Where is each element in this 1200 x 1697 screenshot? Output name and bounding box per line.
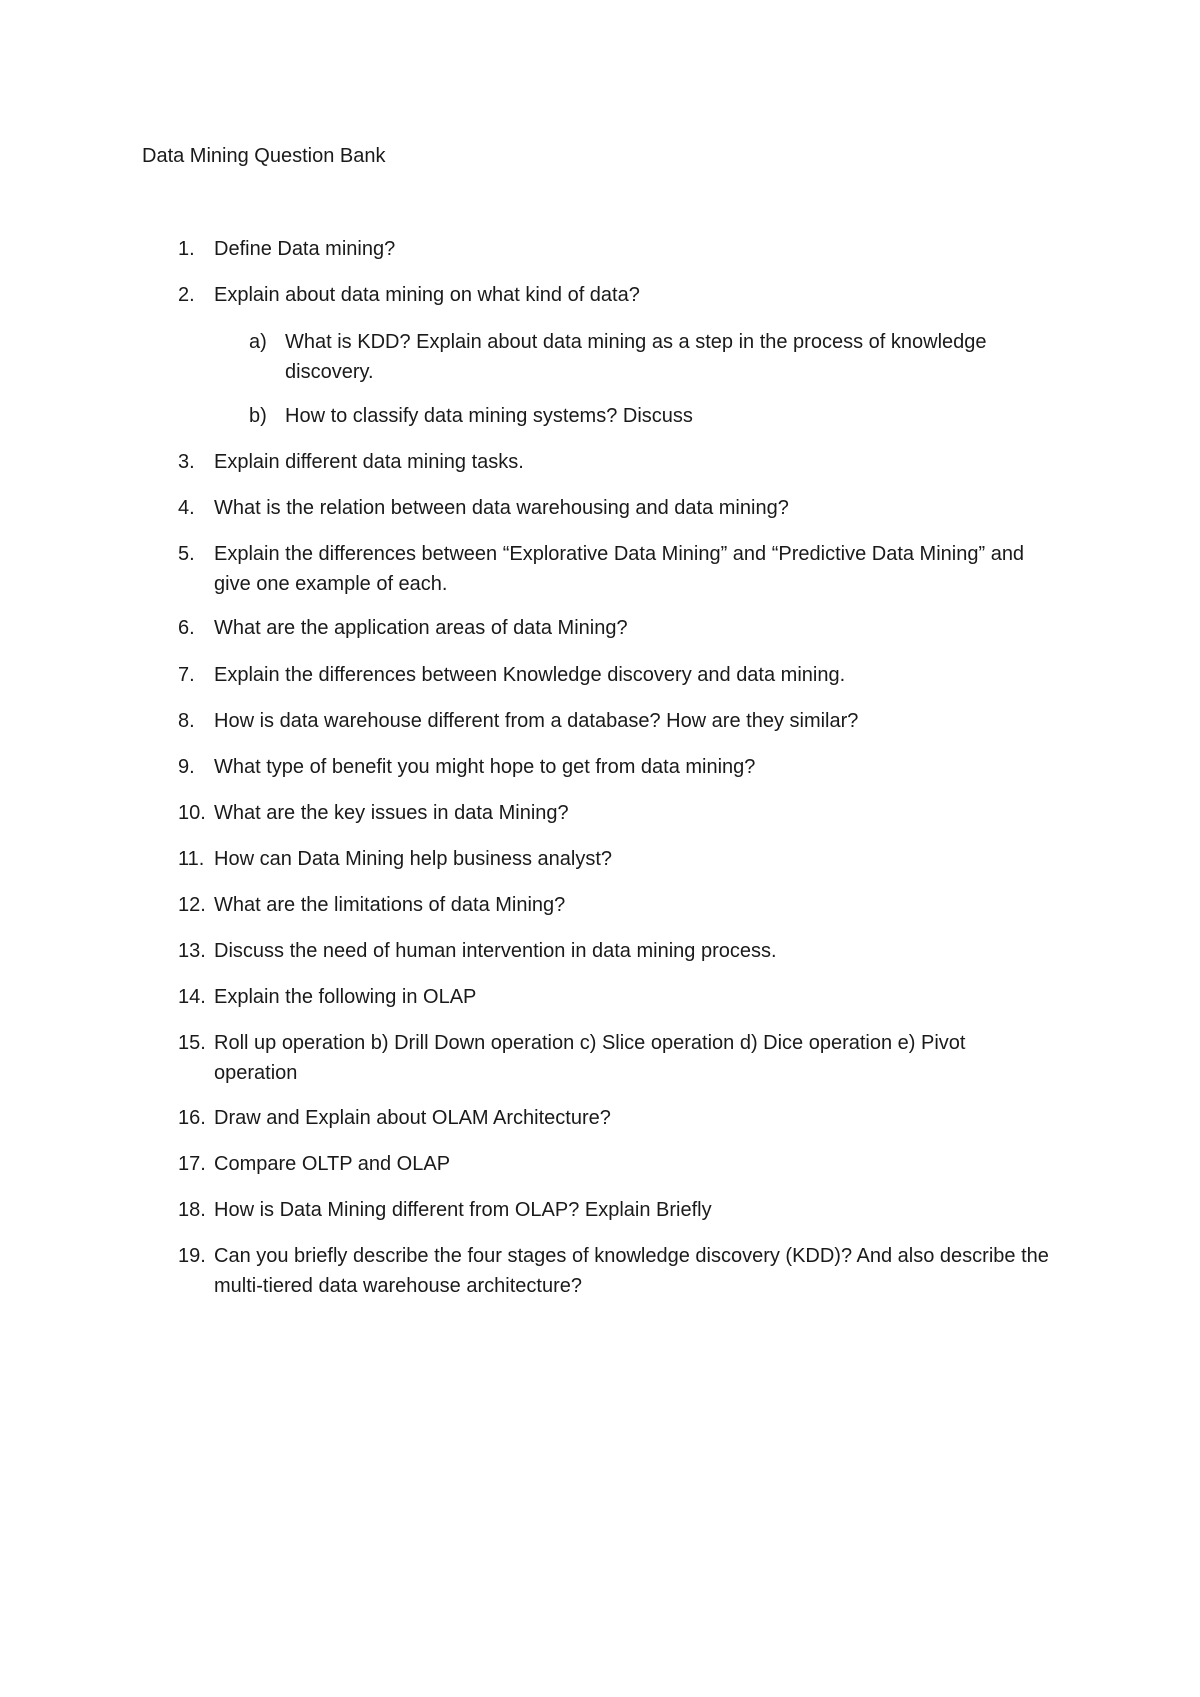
question-number: 11. xyxy=(178,848,205,870)
question-text: Explain the differences between Knowledge discovery and data mining. xyxy=(214,664,846,686)
question-number: 9. xyxy=(178,756,195,778)
question-text: Explain different data mining tasks. xyxy=(214,451,524,473)
question-number: 4. xyxy=(178,497,195,519)
question-text: Compare OLTP and OLAP xyxy=(214,1153,451,1175)
question-number: 17. xyxy=(178,1153,206,1175)
question-number: 1. xyxy=(178,238,195,260)
question-text: What are the application areas of data Mining? xyxy=(214,617,628,639)
question-text: What type of benefit you might hope to get from data mining? xyxy=(214,756,756,778)
question-text: What are the limitations of data Mining? xyxy=(214,894,566,916)
question-number: 15. xyxy=(178,1032,206,1054)
question-text: Draw and Explain about OLAM Architecture? xyxy=(214,1107,611,1129)
question-number: 10. xyxy=(178,802,206,824)
question-number: 19. xyxy=(178,1245,206,1267)
subquestion-text: What is KDD? Explain about data mining as a step in the process of knowledge discovery. xyxy=(285,331,987,383)
question-number: 5. xyxy=(178,543,195,565)
question-number: 3. xyxy=(178,451,195,473)
question-text: How can Data Mining help business analyst? xyxy=(214,848,612,870)
question-number: 13. xyxy=(178,940,206,962)
question-text: Can you briefly describe the four stages of knowledge discovery (KDD)? And also describe the multi-tiered data warehouse architecture? xyxy=(214,1245,1049,1297)
question-number: 12. xyxy=(178,894,206,916)
question-number: 8. xyxy=(178,710,195,732)
question-text: How is Data Mining different from OLAP? Explain Briefly xyxy=(214,1199,712,1221)
question-text: Explain about data mining on what kind of data? xyxy=(214,284,640,306)
question-number: 7. xyxy=(178,664,195,686)
question-text: Define Data mining? xyxy=(214,238,396,260)
question-text: Roll up operation b) Drill Down operation c) Slice operation d) Dice operation e) Pivot operation xyxy=(214,1032,966,1084)
question-number: 2. xyxy=(178,284,195,306)
subquestion-letter: a) xyxy=(249,331,267,353)
question-text: What are the key issues in data Mining? xyxy=(214,802,569,824)
question-text: What is the relation between data warehousing and data mining? xyxy=(214,497,789,519)
subquestion-letter: b) xyxy=(249,405,267,427)
question-number: 6. xyxy=(178,617,195,639)
document-title: Data Mining Question Bank xyxy=(142,145,386,167)
question-text: Discuss the need of human intervention in data mining process. xyxy=(214,940,777,962)
question-number: 16. xyxy=(178,1107,206,1129)
question-text: Explain the following in OLAP xyxy=(214,986,477,1008)
question-text: How is data warehouse different from a database? How are they similar? xyxy=(214,710,859,732)
question-text: Explain the differences between “Explorative Data Mining” and “Predictive Data Mining” and give one example of each. xyxy=(214,543,1025,595)
subquestion-text: How to classify data mining systems? Discuss xyxy=(285,405,693,427)
question-number: 18. xyxy=(178,1199,206,1221)
question-number: 14. xyxy=(178,986,206,1008)
